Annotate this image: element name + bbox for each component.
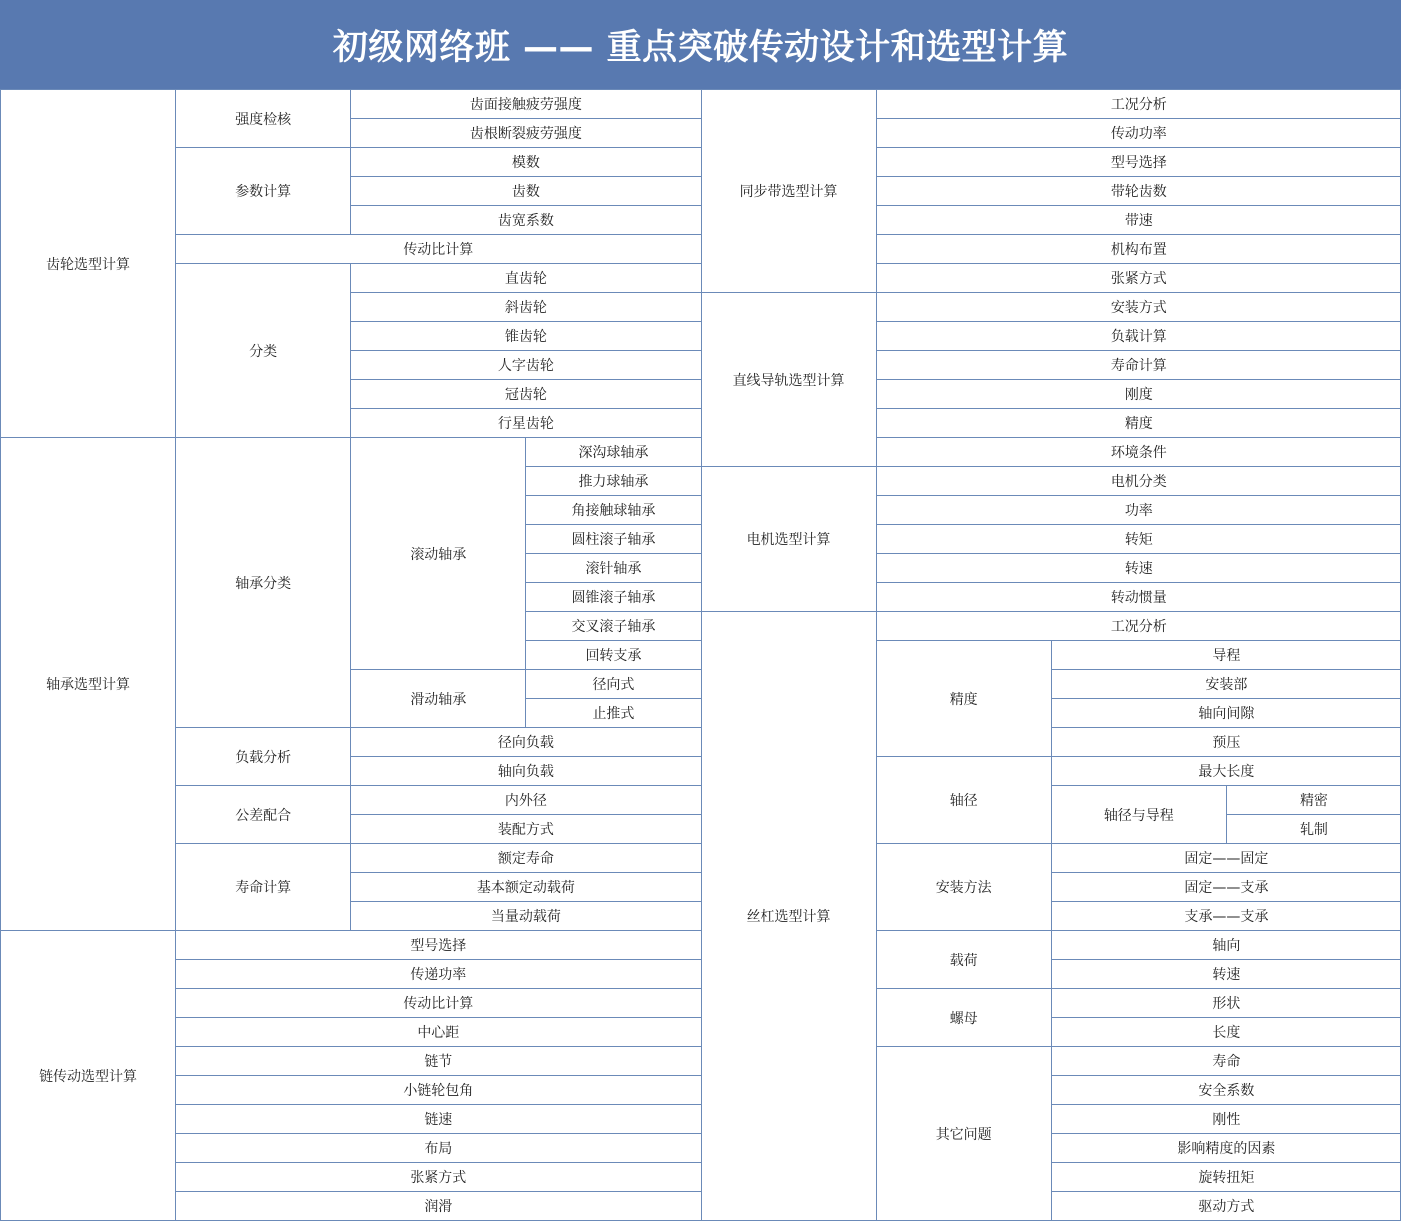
table-cell: 同步带选型计算 xyxy=(701,89,876,292)
table-cell: 带轮齿数 xyxy=(876,176,1401,205)
table-cell: 张紧方式 xyxy=(876,263,1401,292)
table-cell: 齿宽系数 xyxy=(350,205,700,234)
table-cell: 其它问题 xyxy=(876,1046,1051,1220)
table-cell: 参数计算 xyxy=(175,147,350,234)
table-cell: 长度 xyxy=(1051,1017,1401,1046)
table-cell: 带速 xyxy=(876,205,1401,234)
table-cell: 丝杠选型计算 xyxy=(701,611,876,1220)
table-cell: 传动比计算 xyxy=(175,234,700,263)
table-cell: 机构布置 xyxy=(876,234,1401,263)
table-cell: 导程 xyxy=(1051,640,1401,669)
table-cell: 精度 xyxy=(876,408,1401,437)
table-cell: 最大长度 xyxy=(1051,756,1401,785)
table-cell: 轴向间隙 xyxy=(1051,698,1401,727)
table-cell: 工况分析 xyxy=(876,89,1401,118)
table-cell: 滚动轴承 xyxy=(350,437,525,669)
table-cell: 齿数 xyxy=(350,176,700,205)
table-cell: 轴径 xyxy=(876,756,1051,843)
table-cell: 寿命计算 xyxy=(175,843,350,930)
table-cell: 传动比计算 xyxy=(175,988,700,1017)
table-cell: 齿面接触疲劳强度 xyxy=(350,89,700,118)
table-cell: 角接触球轴承 xyxy=(525,495,700,524)
table-cell: 载荷 xyxy=(876,930,1051,988)
table-cell: 刚度 xyxy=(876,379,1401,408)
table-cell: 轴向 xyxy=(1051,930,1401,959)
table-cell: 影响精度的因素 xyxy=(1051,1133,1401,1162)
table-cell: 螺母 xyxy=(876,988,1051,1046)
table-cell: 电机分类 xyxy=(876,466,1401,495)
page-title: 初级网络班 —— 重点突破传动设计和选型计算 xyxy=(0,0,1401,89)
table-cell: 齿根断裂疲劳强度 xyxy=(350,118,700,147)
table-cell: 轴承分类 xyxy=(175,437,350,727)
table-cell: 安装方式 xyxy=(876,292,1401,321)
table-cell: 小链轮包角 xyxy=(175,1075,700,1104)
table-cell: 精度 xyxy=(876,640,1051,756)
table-cell: 功率 xyxy=(876,495,1401,524)
table-cell: 安装部 xyxy=(1051,669,1401,698)
table-cell: 滚针轴承 xyxy=(525,553,700,582)
table-cell: 刚性 xyxy=(1051,1104,1401,1133)
table-cell: 圆柱滚子轴承 xyxy=(525,524,700,553)
table-cell: 圆锥滚子轴承 xyxy=(525,582,700,611)
table-cell: 驱动方式 xyxy=(1051,1191,1401,1220)
table-cell: 形状 xyxy=(1051,988,1401,1017)
table-cell: 回转支承 xyxy=(525,640,700,669)
table-cell: 转矩 xyxy=(876,524,1401,553)
table-cell: 负载计算 xyxy=(876,321,1401,350)
table-cell: 安全系数 xyxy=(1051,1075,1401,1104)
table-cell: 型号选择 xyxy=(175,930,700,959)
table-cell: 传递功率 xyxy=(175,959,700,988)
table-cell: 齿轮选型计算 xyxy=(0,89,175,437)
table-cell: 斜齿轮 xyxy=(350,292,700,321)
table-cell: 轴向负载 xyxy=(350,756,700,785)
table-cell: 冠齿轮 xyxy=(350,379,700,408)
table-cell: 工况分析 xyxy=(876,611,1401,640)
table-cell: 链速 xyxy=(175,1104,700,1133)
table-cell: 装配方式 xyxy=(350,814,700,843)
table-cell: 行星齿轮 xyxy=(350,408,700,437)
table-cell: 固定——支承 xyxy=(1051,872,1401,901)
table-cell: 旋转扭矩 xyxy=(1051,1162,1401,1191)
table-cell: 转速 xyxy=(876,553,1401,582)
table-cell: 转速 xyxy=(1051,959,1401,988)
table-cell: 交叉滚子轴承 xyxy=(525,611,700,640)
table-cell: 布局 xyxy=(175,1133,700,1162)
table-cell: 链节 xyxy=(175,1046,700,1075)
table-cell: 深沟球轴承 xyxy=(525,437,700,466)
table-cell: 预压 xyxy=(1051,727,1401,756)
table-cell: 公差配合 xyxy=(175,785,350,843)
table-cell: 模数 xyxy=(350,147,700,176)
table-cell: 电机选型计算 xyxy=(701,466,876,611)
table-cell: 分类 xyxy=(175,263,350,437)
table-cell: 推力球轴承 xyxy=(525,466,700,495)
table-cell: 安装方法 xyxy=(876,843,1051,930)
table-cell: 负载分析 xyxy=(175,727,350,785)
mind-map-table xyxy=(0,89,1401,1221)
table-cell: 轴承选型计算 xyxy=(0,437,175,930)
table-cell: 当量动载荷 xyxy=(350,901,700,930)
table-cell: 张紧方式 xyxy=(175,1162,700,1191)
table-cell: 基本额定动载荷 xyxy=(350,872,700,901)
table-cell: 链传动选型计算 xyxy=(0,930,175,1220)
table-cell: 强度检核 xyxy=(175,89,350,147)
table-cell: 径向式 xyxy=(525,669,700,698)
table-cell: 锥齿轮 xyxy=(350,321,700,350)
table-cell: 传动功率 xyxy=(876,118,1401,147)
table-cell: 环境条件 xyxy=(876,437,1401,466)
table-cell: 寿命计算 xyxy=(876,350,1401,379)
table-cell: 轧制 xyxy=(1226,814,1401,843)
table-cell: 额定寿命 xyxy=(350,843,700,872)
table-cell: 直齿轮 xyxy=(350,263,700,292)
table-cell: 中心距 xyxy=(175,1017,700,1046)
table-cell: 滑动轴承 xyxy=(350,669,525,727)
table-cell: 人字齿轮 xyxy=(350,350,700,379)
table-cell: 止推式 xyxy=(525,698,700,727)
table-cell: 直线导轨选型计算 xyxy=(701,292,876,466)
table-cell: 轴径与导程 xyxy=(1051,785,1226,843)
table-cell: 固定——固定 xyxy=(1051,843,1401,872)
table-cell: 支承——支承 xyxy=(1051,901,1401,930)
table-cell: 转动惯量 xyxy=(876,582,1401,611)
table-cell: 内外径 xyxy=(350,785,700,814)
table-cell: 精密 xyxy=(1226,785,1401,814)
table-cell: 润滑 xyxy=(175,1191,700,1220)
table-cell: 寿命 xyxy=(1051,1046,1401,1075)
table-cell: 型号选择 xyxy=(876,147,1401,176)
table-cell: 径向负载 xyxy=(350,727,700,756)
